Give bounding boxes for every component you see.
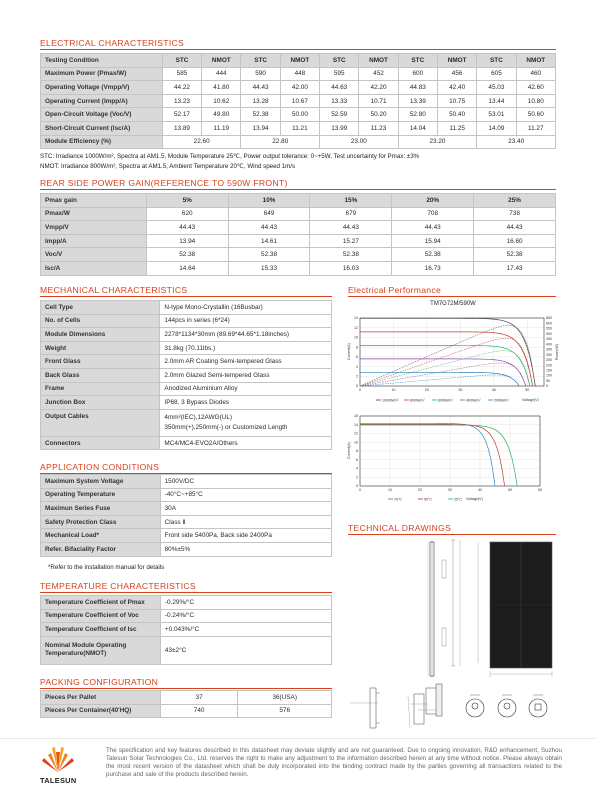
y2-tick-label: 50: [546, 378, 550, 383]
table-row: [41, 609, 332, 623]
electrical-header-row: [41, 54, 556, 68]
row-label: Temperature Coefficient of Pmax: [41, 596, 161, 610]
x-tick-label: 40: [478, 488, 482, 492]
table-row: [41, 301, 332, 315]
application-title: APPLICATION CONDITIONS: [40, 462, 160, 472]
value-cell: -0.29%/°C: [160, 596, 331, 610]
table-row: [41, 108, 556, 122]
value-cell: 10.75: [437, 94, 476, 108]
value-cell: 44.43: [392, 221, 474, 235]
row-label: Pieces Per Pallet: [41, 691, 161, 705]
row-label: Maximum System Voltage: [41, 475, 161, 489]
power-curve: [360, 351, 530, 386]
value-cell: 456: [437, 67, 476, 81]
value-cell: 44.63: [320, 81, 359, 95]
value-cell: IP68, 3 Bypass Diodes: [160, 396, 332, 410]
y-tick-label: 12: [354, 325, 358, 330]
gain-cell: 15%: [310, 194, 392, 208]
value-cell: 50.40: [437, 108, 476, 122]
temperature-rule: [40, 592, 332, 593]
value-cell: 80%±5%: [160, 542, 331, 556]
x-tick-label: 60: [538, 488, 542, 492]
table-row: [41, 542, 332, 556]
table-row: [41, 623, 332, 637]
value-cell: 585: [162, 67, 201, 81]
footer-divider: [0, 738, 595, 739]
table-row: [41, 314, 332, 328]
nmot-note: NMOT: Irradiance 800W/m², Spectra at AM1.5, Ambient Temperature 20℃, Wind speed 1m/s: [40, 163, 296, 170]
table-row: [41, 502, 332, 516]
value-cell: 460: [516, 67, 555, 81]
x-tick-label: 40: [491, 388, 496, 392]
packing-table: [40, 690, 332, 718]
rear-gain-table: [40, 193, 556, 276]
table-row: [41, 221, 556, 235]
value-cell: 44.43: [241, 81, 280, 95]
table-row: [41, 596, 332, 610]
row-label: Operating Voltage (Vmpp/V): [41, 81, 163, 95]
table-row: [41, 475, 332, 489]
y2-axis-label: Power(W): [555, 344, 559, 360]
cables-line-2: 350mm(+),250mm(-) or Customized Length: [164, 423, 288, 431]
condition-cell: NMOT: [437, 54, 476, 68]
value-cell: 576: [238, 704, 332, 718]
value-cell: 42.40: [437, 81, 476, 95]
value-cell: 13.23: [162, 94, 201, 108]
table-row: [41, 67, 556, 81]
power-curve: [360, 325, 532, 386]
y-tick-label: 0: [356, 384, 358, 389]
value-cell: 2.0mm AR Coating Semi-tempered Glass: [160, 355, 332, 369]
value-cell: 17.43: [474, 261, 556, 275]
value-cell: 600: [398, 67, 437, 81]
talesun-logo-icon: [38, 742, 78, 776]
value-cell: 605: [477, 67, 516, 81]
installation-note: *Refer to the installation manual for details: [48, 564, 165, 571]
y-tick-label: 8: [356, 345, 358, 350]
value-cell: 1500V/DC: [160, 475, 331, 489]
technical-drawings-rule: [348, 534, 556, 535]
value-cell: 37: [160, 691, 238, 705]
value-cell: 44.43: [146, 221, 228, 235]
row-label: Impp/A: [41, 234, 147, 248]
table-row: [41, 94, 556, 108]
value-cell: Anodized Aluminium Alloy: [160, 382, 332, 396]
mounting-hole-details: [466, 695, 547, 717]
table-row: [41, 368, 332, 382]
value-cell: 620: [146, 207, 228, 221]
row-label: Temperature Coefficient of Isc: [41, 623, 161, 637]
y-axis-label: Current(A): [347, 343, 351, 360]
row-label: Operating Temperature: [41, 488, 161, 502]
value-cell: 44.83: [398, 81, 437, 95]
chart-ticks: [354, 414, 542, 492]
legend-label: 200W/m²: [494, 398, 509, 403]
value-cell: 50.60: [516, 108, 555, 122]
row-label: Operating Current (Impp/A): [41, 94, 163, 108]
module-side-profile: [428, 540, 434, 678]
value-cell: 16.03: [310, 261, 392, 275]
rear-header-row: [41, 194, 556, 208]
table-row: [41, 121, 556, 135]
value-cell: 11.23: [359, 121, 398, 135]
row-label: Safety Protection Class: [41, 515, 161, 529]
y2-tick-label: 500: [546, 331, 552, 336]
value-cell: 10.80: [516, 94, 555, 108]
value-cell: 11.25: [437, 121, 476, 135]
rear-gain-rule: [40, 189, 556, 190]
value-cell: 52.17: [162, 108, 201, 122]
value-cell: 50.00: [280, 108, 319, 122]
condition-cell: NMOT: [516, 54, 555, 68]
x-tick-label: 0: [359, 388, 361, 392]
value-cell: 52.38: [474, 248, 556, 262]
table-row: [41, 436, 332, 450]
row-label: Connectors: [41, 436, 160, 450]
value-cell: 740: [160, 704, 238, 718]
value-cell: 53.01: [477, 108, 516, 122]
row-label: Back Glass: [41, 368, 160, 382]
row-label: Vmpp/V: [41, 221, 147, 235]
footer-disclaimer: The specification and key features described in this datasheet may deviate slightly and are not guaranteed. Due to ongoing innovation, R&D enhancement, Suzhou Talesun Solar Technologies Co., Ltd. reserves the right to make any adjustment to the information described herein at any time without notice. Please always obtain the most recent version of the datasheet which shall be duly incorporated into the binding contract made by the parties governing all transactions related to the purchase and sale of the products described herein.: [106, 747, 562, 778]
legend-label: 600W/m²: [438, 398, 453, 403]
legend-label: 25°C: [454, 497, 463, 502]
value-cell: 738: [474, 207, 556, 221]
legend-label: 1000W/m²: [382, 398, 399, 403]
value-cell: 11.21: [280, 121, 319, 135]
value-cell: 52.59: [320, 108, 359, 122]
row-label: Module Efficiency (%): [41, 135, 163, 149]
legend-label: 70°C: [394, 497, 403, 502]
value-cell: 45.03: [477, 81, 516, 95]
y2-tick-label: 400: [546, 342, 552, 347]
y-tick-label: 14: [354, 422, 358, 427]
row-label: Refer. Bifaciality Factor: [41, 542, 161, 556]
value-cell: 31.8kg (70.11lbs.): [160, 341, 332, 355]
table-row: [41, 81, 556, 95]
value-cell: 10.62: [202, 94, 241, 108]
value-cell: 50.20: [359, 108, 398, 122]
y-tick-label: 4: [356, 364, 358, 369]
value-cell: 13.39: [398, 94, 437, 108]
value-cell: 14.04: [398, 121, 437, 135]
y-tick-label: 16: [354, 414, 358, 419]
row-label: Mechanical Load*: [41, 529, 161, 543]
y2-tick-label: 100: [546, 373, 552, 378]
value-cell: 13.33: [320, 94, 359, 108]
row-label: Front Glass: [41, 355, 160, 369]
value-cell: 44.43: [310, 221, 392, 235]
value-cell: 10.71: [359, 94, 398, 108]
mechanical-title: MECHANICAL CHARACTERISTICS: [40, 285, 188, 295]
legend-label: 50°C: [424, 497, 433, 502]
value-cell: 42.60: [516, 81, 555, 95]
value-cell: 144pcs in series (6*24): [160, 314, 332, 328]
y-tick-label: 6: [356, 457, 358, 462]
y-tick-label: 2: [356, 374, 358, 379]
value-cell: 15.33: [228, 261, 310, 275]
table-row: [41, 636, 332, 664]
condition-cell: NMOT: [202, 54, 241, 68]
y-tick-label: 4: [356, 466, 358, 471]
value-cell: +0.043%/°C: [160, 623, 331, 637]
row-label: Pmax/W: [41, 207, 147, 221]
y2-tick-label: 350: [546, 347, 552, 352]
value-cell: 11.19: [202, 121, 241, 135]
value-cell: 30A: [160, 502, 331, 516]
value-cell: 13.44: [477, 94, 516, 108]
gain-cell: 25%: [474, 194, 556, 208]
row-label: No. of Cells: [41, 314, 160, 328]
gain-cell: 5%: [146, 194, 228, 208]
table-row: [41, 488, 332, 502]
packing-rule: [40, 688, 332, 689]
table-row: [41, 261, 556, 275]
x-tick-label: 20: [424, 388, 429, 392]
power-curve: [360, 375, 517, 386]
x-tick-label: 20: [418, 488, 422, 492]
row-label: Junction Box: [41, 396, 160, 410]
value-cell: 444: [202, 67, 241, 81]
condition-cell: STC: [241, 54, 280, 68]
x-axis-label: Voltage(V): [466, 497, 483, 501]
table-row: [41, 234, 556, 248]
value-cell: 42.20: [359, 81, 398, 95]
condition-cell: STC: [477, 54, 516, 68]
row-label: Open-Circuit Voltage (Voc/V): [41, 108, 163, 122]
table-row: [41, 529, 332, 543]
value-cell: 49.80: [202, 108, 241, 122]
x-tick-label: 30: [458, 388, 463, 392]
chart-grid: [360, 416, 540, 486]
value-cell: 52.38: [241, 108, 280, 122]
legend-label: 800W/m²: [410, 398, 425, 403]
table-row: [41, 704, 332, 718]
table-row: [41, 355, 332, 369]
iv-curve: [360, 423, 495, 486]
chart-legend: [388, 497, 462, 501]
row-label: Short-Circuit Current (Isc/A): [41, 121, 163, 135]
technical-drawings: [348, 538, 558, 738]
table-row: [41, 691, 332, 705]
x-tick-label: 10: [391, 388, 396, 392]
value-cell: 2278*1134*30mm (89.69*44.65*1.18inches): [160, 328, 332, 342]
y-tick-label: 6: [356, 355, 358, 360]
value-cell: 16.73: [392, 261, 474, 275]
gain-cell: 10%: [228, 194, 310, 208]
row-label: Weight: [41, 341, 160, 355]
electrical-performance-rule: [348, 296, 556, 297]
table-row: [41, 396, 332, 410]
y2-tick-label: 300: [546, 352, 552, 357]
value-cell: 52.80: [398, 108, 437, 122]
value-cell: 708: [392, 207, 474, 221]
mechanical-table: [40, 300, 332, 450]
value-cell: -40°C~+85°C: [160, 488, 331, 502]
row-label: Frame: [41, 382, 160, 396]
x-tick-label: 0: [359, 488, 361, 492]
technical-drawings-title: TECHNICAL DRAWINGS: [348, 523, 452, 533]
electrical-performance-title: Electrical Performance: [348, 285, 442, 295]
efficiency-cell: 22.60: [162, 135, 241, 149]
row-label: Isc/A: [41, 261, 147, 275]
x-axis-label: Voltage(V): [522, 398, 539, 402]
irradiance-iv-chart: [348, 308, 558, 408]
y2-tick-label: 250: [546, 358, 552, 363]
table-row: [41, 341, 332, 355]
efficiency-cell: 22.80: [241, 135, 320, 149]
electrical-table: [40, 53, 556, 149]
value-cell: 44.43: [228, 221, 310, 235]
y-tick-label: 14: [354, 316, 358, 321]
table-row: [41, 515, 332, 529]
value-cell: 13.89: [162, 121, 201, 135]
value-cell: 2.0mm Glazed Semi-tempered Glass: [160, 368, 332, 382]
y2-tick-label: 150: [546, 368, 552, 373]
temperature-table: [40, 595, 332, 665]
x-tick-label: 10: [388, 488, 392, 492]
nmot-label-line-1: Nominal Module Operating: [45, 641, 127, 649]
table-row: [41, 328, 332, 342]
row-label: Voc/V: [41, 248, 147, 262]
x-tick-label: 50: [525, 388, 530, 392]
electrical-title: ELECTRICAL CHARACTERISTICS: [40, 38, 185, 48]
module-front-view: [490, 542, 552, 677]
value-cell: 14.61: [228, 234, 310, 248]
value-cell: 590: [241, 67, 280, 81]
value-cell: 13.94: [146, 234, 228, 248]
value-cell: Front side 5400Pa, Back side 2400Pa: [160, 529, 331, 543]
iv-curve: [360, 345, 530, 386]
temperature-iv-chart: [348, 410, 558, 505]
y2-tick-label: 0: [546, 384, 548, 389]
value-cell: 448: [280, 67, 319, 81]
row-label: Maximum Power (Pmax/W): [41, 67, 163, 81]
brand-name: TALESUN: [40, 776, 77, 785]
table-row: [41, 207, 556, 221]
y2-tick-label: 450: [546, 337, 552, 342]
condition-cell: STC: [162, 54, 201, 68]
y2-tick-label: 650: [546, 316, 552, 321]
value-cell: 15.27: [310, 234, 392, 248]
x-tick-label: 30: [448, 488, 452, 492]
value-cell: 10.67: [280, 94, 319, 108]
value-cell: 14.09: [477, 121, 516, 135]
table-row: [41, 382, 332, 396]
stc-note: STC: Irradiance 1000W/m², Spectra at AM1.5, Module Temperature 25℃, Power output tolerance: 0~+5W, Test uncertainty for Pmax: ±3%: [40, 153, 420, 160]
mechanical-rule: [40, 296, 332, 297]
y-tick-label: 0: [356, 484, 358, 489]
efficiency-cell: 23.00: [320, 135, 399, 149]
chart-curves: [360, 318, 535, 386]
efficiency-cell: 23.20: [398, 135, 477, 149]
value-cell: -0.24%/°C: [160, 609, 331, 623]
value-cell: 52.38: [228, 248, 310, 262]
row-label: Cell Type: [41, 301, 160, 315]
frame-section-detail: [350, 688, 428, 728]
value-cell: N-type Mono-Crystallin (16Busbar): [160, 301, 332, 315]
value-cell: 52.38: [310, 248, 392, 262]
value-cell: 16.60: [474, 234, 556, 248]
value-cell: 36(USA): [238, 691, 332, 705]
y-tick-label: 2: [356, 475, 358, 480]
value-cell: 43±2°C: [160, 636, 331, 664]
iv-curve: [360, 318, 535, 386]
table-row: [41, 248, 556, 262]
value-cell: 44.22: [162, 81, 201, 95]
value-cell: 649: [228, 207, 310, 221]
efficiency-row: [41, 135, 556, 149]
y-axis-label: Current(A): [347, 442, 351, 459]
nmot-label-line-2: Temperature(NMOT): [45, 650, 107, 658]
value-cell: 41.80: [202, 81, 241, 95]
value-cell: 13.94: [241, 121, 280, 135]
chart-curves: [360, 423, 517, 486]
gain-cell: 20%: [392, 194, 474, 208]
chart-model-label: TM7G72M/590W: [430, 301, 476, 307]
y-tick-label: 10: [354, 335, 358, 340]
x-tick-label: 50: [508, 488, 512, 492]
cables-line-1: 4mm²(IEC),12AWG(UL): [164, 414, 232, 422]
value-cell: Class Ⅱ: [160, 515, 331, 529]
temperature-title: TEMPERATURE CHARACTERISTICS: [40, 581, 196, 591]
electrical-rule: [40, 49, 556, 50]
chart-legend: [376, 398, 509, 402]
value-cell: 44.43: [474, 221, 556, 235]
testing-condition-label: Testing Condition: [41, 54, 163, 68]
rear-gain-title: REAR SIDE POWER GAIN(REFERENCE TO 590W FRONT): [40, 178, 288, 188]
module-back-view: [442, 540, 478, 666]
table-row: [41, 409, 332, 436]
value-cell: 679: [310, 207, 392, 221]
y2-tick-label: 200: [546, 363, 552, 368]
y2-tick-label: 600: [546, 321, 552, 326]
row-label: Output Cables: [41, 409, 160, 436]
condition-cell: NMOT: [359, 54, 398, 68]
packing-title: PACKING CONFIGURATION: [40, 677, 159, 687]
value-cell: 11.27: [516, 121, 555, 135]
value-cell: 42.00: [280, 81, 319, 95]
pmax-gain-label: Pmax gain: [41, 194, 147, 208]
row-label: Temperature Coefficient of Voc: [41, 609, 161, 623]
condition-cell: STC: [320, 54, 359, 68]
value-cell: 15.94: [392, 234, 474, 248]
value-cell: MC4/MC4-EVO2A/Others: [160, 436, 332, 450]
y2-tick-label: 550: [546, 326, 552, 331]
y-tick-label: 10: [354, 440, 358, 445]
row-label: Module Dimensions: [41, 328, 160, 342]
value-cell: 452: [359, 67, 398, 81]
application-table: [40, 474, 332, 557]
value-cell: 52.38: [392, 248, 474, 262]
condition-cell: NMOT: [280, 54, 319, 68]
value-cell: 13.99: [320, 121, 359, 135]
row-label: Maximun Series Fuse: [41, 502, 161, 516]
value-cell: 595: [320, 67, 359, 81]
legend-label: 400W/m²: [466, 398, 481, 403]
value-cell: 13.28: [241, 94, 280, 108]
y-tick-label: 12: [354, 431, 358, 436]
corner-profile-detail: [418, 684, 442, 716]
value-cell: 52.38: [146, 248, 228, 262]
condition-cell: STC: [398, 54, 437, 68]
y-tick-label: 8: [356, 449, 358, 454]
efficiency-cell: 23.40: [477, 135, 556, 149]
value-cell: 14.64: [146, 261, 228, 275]
row-label: Pieces Per Container(40'HQ): [41, 704, 161, 718]
